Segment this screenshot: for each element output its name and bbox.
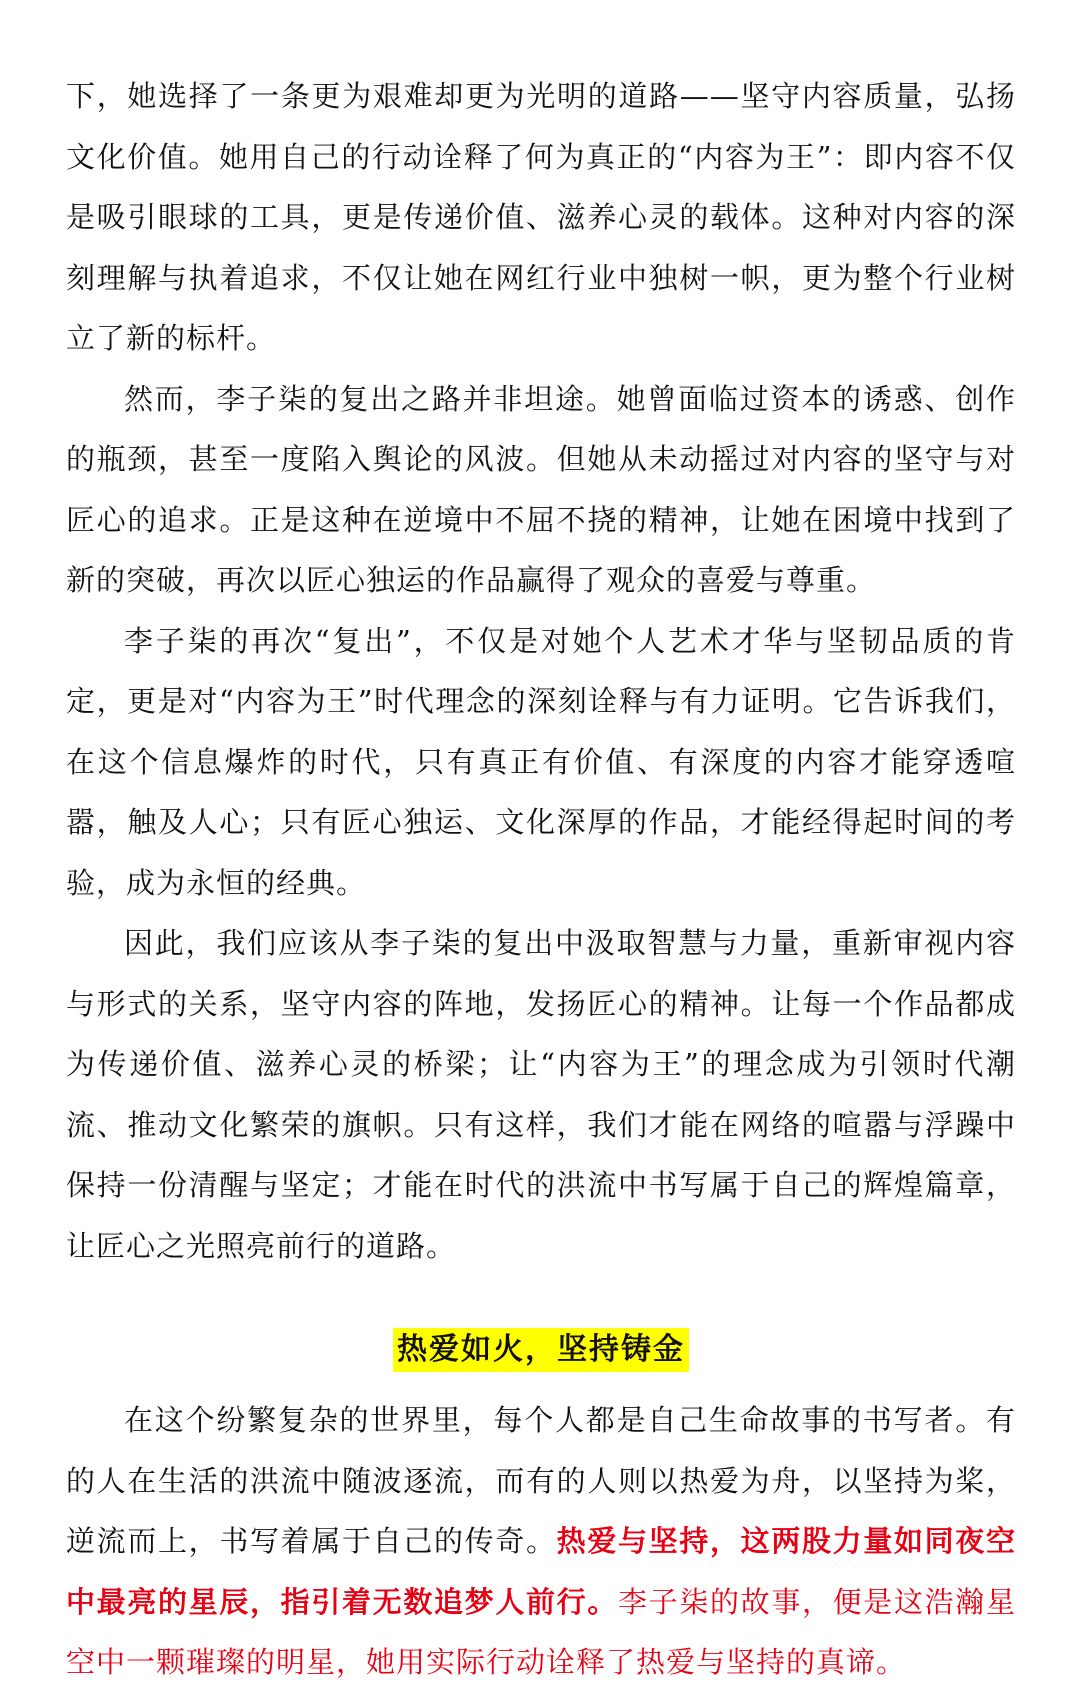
body-paragraph-4: 因此，我们应该从李子柒的复出中汲取智慧与力量，重新审视内容与形式的关系，坚守内容的阵地，发扬匠心的精神。让每一个作品都成为传递价值、滋养心灵的桥梁；让“内容为王”的理念成为引领时代潮流、推动文化繁荣的旗帜。只有这样，我们才能在网络的喧嚣与浮躁中保持一份清醒与坚定；才能在时代的洪流中书写属于自己的辉煌篇章，让匠心之光照亮前行的道路。 <box>66 926 1016 1263</box>
body-paragraph-3: 李子柒的再次“复出”，不仅是对她个人艺术才华与坚韧品质的肯定，更是对“内容为王”时代理念的深刻诠释与有力证明。它告诉我们，在这个信息爆炸的时代，只有真正有价值、有深度的内容才能穿透喧嚣，触及人心；只有匠心独运、文化深厚的作品，才能经得起时间的考验，成为永恒的经典。 <box>66 623 1016 900</box>
body-paragraph-1: 下，她选择了一条更为艰难却更为光明的道路——坚守内容质量，弘扬文化价值。她用自己的行动诠释了何为真正的“内容为王”：即内容不仅是吸引眼球的工具，更是传递价值、滋养心灵的载体。这种对内容的深刻理解与执着追求，不仅让她在网红行业中独树一帜，更为整个行业树立了新的标杆。 <box>66 79 1016 355</box>
final-paragraph-emphasis-bold: 热爱与坚持，这两股力量如同夜空中最亮的星辰，指引着无数追梦人前行。 <box>66 1524 1016 1619</box>
section-heading: 热爱如火，坚持铸金 <box>393 1328 689 1372</box>
document-page <box>66 66 1016 1693</box>
final-paragraph-emphasis-red: 李子柒的故事，便是这浩瀚星空中一颗璀璨的明星，她用实际行动诠释了热爱与坚持的真谛。 <box>66 1584 1016 1679</box>
body-paragraph-2: 然而，李子柒的复出之路并非坦途。她曾面临过资本的诱惑、创作的瓶颈，甚至一度陷入舆论的风波。但她从未动摇过对内容的坚守与对匠心的追求。正是这种在逆境中不屈不挠的精神，让她在困境中找到了新的突破，再次以匠心独运的作品赢得了观众的喜爱与尊重。 <box>66 381 1016 597</box>
section-heading-container <box>66 1328 1016 1378</box>
final-paragraph <box>66 1390 1016 1693</box>
final-paragraph-normal-text: 在这个纷繁复杂的世界里，每个人都是自己生命故事的书写者。有的人在生活的洪流中随波逐流，而有的人则以热爱为舟，以坚持为桨，逆流而上，书写着属于自己的传奇。 <box>66 1403 1016 1558</box>
